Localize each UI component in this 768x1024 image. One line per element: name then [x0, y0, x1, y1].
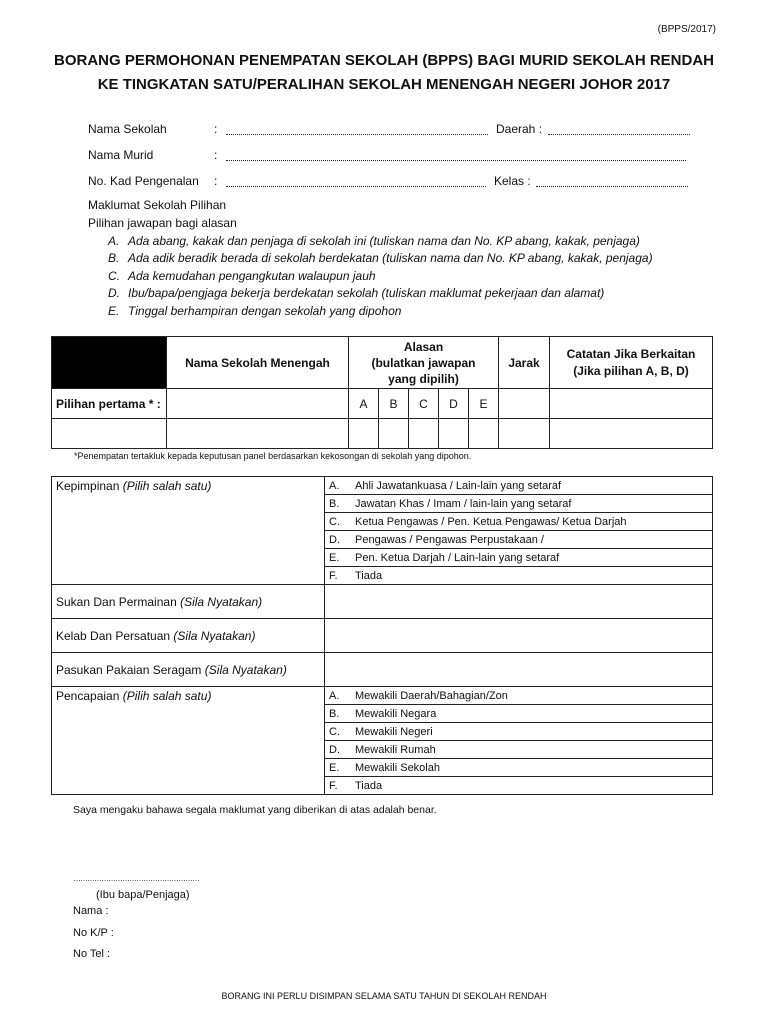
nama-sekolah-label: Nama Sekolah — [88, 122, 167, 136]
declaration: Saya mengaku bahawa segala maklumat yang diberikan di atas adalah benar. — [73, 804, 437, 816]
reason-item: D. Ibu/bapa/pengjaga bekerja berdekatan sekolah (tuliskan maklumat pekerjaan dan alamat) — [108, 286, 605, 301]
nama-murid-field[interactable] — [226, 148, 686, 161]
reason-option-e[interactable]: E — [469, 389, 499, 419]
school-choice-table — [51, 336, 713, 449]
empty-cell[interactable] — [550, 419, 713, 449]
reason-option-d[interactable]: D — [439, 389, 469, 419]
reason-option-c[interactable]: C — [409, 389, 439, 419]
leadership-option[interactable]: B. Jawatan Khas / Imam / lain-lain yang setaraf — [325, 495, 712, 513]
no-kp-field[interactable] — [226, 174, 486, 187]
empty-cell[interactable] — [167, 419, 349, 449]
achievement-option[interactable]: D. Mewakili Rumah — [325, 741, 712, 759]
col-notes-header: Catatan Jika Berkaitan (Jika pilihan A, B, D) — [550, 337, 713, 389]
signature-name-label: Nama : — [73, 905, 109, 917]
empty-cell[interactable] — [469, 419, 499, 449]
achievement-label: Pencapaian (Pilih salah satu) — [52, 687, 325, 795]
footnote: *Penempatan tertakluk kepada keputusan panel berdasarkan kekosongan di sekolah yang dipohon. — [74, 451, 472, 461]
achievement-option[interactable]: A. Mewakili Daerah/Bahagian/Zon — [325, 687, 712, 705]
reason-item: E. Tinggal berhampiran dengan sekolah yang dipohon — [108, 303, 402, 318]
reason-item: C. Ada kemudahan pengangkutan walaupun jauh — [108, 268, 376, 283]
daerah-label: Daerah : — [496, 122, 543, 136]
reasons-list — [108, 233, 653, 320]
achievement-option[interactable]: C. Mewakili Negeri — [325, 723, 712, 741]
colon: : — [214, 148, 218, 162]
reason-option-a[interactable]: A — [349, 389, 379, 419]
empty-cell[interactable] — [379, 419, 409, 449]
form-code: (BPPS/2017) — [657, 24, 716, 35]
no-kp-label: No. Kad Pengenalan — [88, 174, 199, 188]
achievement-option[interactable]: E. Mewakili Sekolah — [325, 759, 712, 777]
activities-table — [51, 476, 713, 795]
colon: : — [214, 174, 218, 188]
form-title-line1: BORANG PERMOHONAN PENEMPATAN SEKOLAH (BPPS) BAGI MURID SEKOLAH RENDAH — [53, 52, 714, 69]
empty-cell[interactable] — [349, 419, 379, 449]
signature-line[interactable]: ……………………………………………… — [73, 874, 199, 883]
signature-ic-label: No K/P : — [73, 927, 114, 939]
leadership-options — [325, 477, 713, 585]
clubs-label: Kelab Dan Persatuan (Sila Nyatakan) — [52, 619, 325, 653]
signature-role: (Ibu bapa/Penjaga) — [96, 889, 190, 901]
leadership-option[interactable]: E. Pen. Ketua Darjah / Lain-lain yang setaraf — [325, 549, 712, 567]
colon: : — [214, 122, 218, 136]
reason-option-b[interactable]: B — [379, 389, 409, 419]
distance-input[interactable] — [499, 389, 550, 419]
col-distance-header: Jarak — [499, 337, 550, 389]
nama-sekolah-field[interactable] — [226, 122, 488, 135]
empty-cell[interactable] — [409, 419, 439, 449]
leadership-option[interactable]: F. Tiada — [329, 569, 383, 582]
empty-cell — [52, 419, 167, 449]
black-header-cell — [52, 337, 167, 389]
empty-cell[interactable] — [439, 419, 469, 449]
reason-item: B. Ada adik beradik berada di sekolah berdekatan (tuliskan nama dan No. KP abang, kakak, penjaga) — [108, 251, 653, 266]
achievement-option[interactable]: F. Tiada — [329, 779, 383, 792]
reasons-title: Pilihan jawapan bagi alasan — [88, 216, 237, 230]
reason-item: A. Ada abang, kakak dan penjaga di sekolah ini (tuliskan nama dan No. KP abang, kakak, penjaga) — [108, 234, 640, 248]
uniform-label: Pasukan Pakaian Seragam (Sila Nyatakan) — [52, 653, 325, 687]
clubs-input[interactable] — [325, 619, 713, 653]
signature-tel-label: No Tel : — [73, 948, 111, 960]
kelas-field[interactable] — [536, 174, 688, 187]
nama-murid-label: Nama Murid — [88, 148, 154, 162]
sports-label: Sukan Dan Permainan (Sila Nyatakan) — [52, 585, 325, 619]
sports-input[interactable] — [325, 585, 713, 619]
kelas-label: Kelas : — [494, 174, 531, 188]
achievement-options — [325, 687, 713, 795]
notes-input[interactable] — [550, 389, 713, 419]
leadership-option[interactable]: D. Pengawas / Pengawas Perpustakaan / — [325, 531, 712, 549]
uniform-input[interactable] — [325, 653, 713, 687]
leadership-option[interactable]: A. Ahli Jawatankuasa / Lain-lain yang setaraf — [325, 477, 712, 495]
col-reason-header: Alasan (bulatkan jawapan yang dipilih) — [349, 337, 499, 389]
achievement-option[interactable]: B. Mewakili Negara — [325, 705, 712, 723]
leadership-label: Kepimpinan (Pilih salah satu) — [52, 477, 325, 585]
empty-cell[interactable] — [499, 419, 550, 449]
footer-note: BORANG INI PERLU DISIMPAN SELAMA SATU TAHUN DI SEKOLAH RENDAH — [221, 991, 547, 1001]
first-choice-school-input[interactable] — [167, 389, 349, 419]
first-choice-label: Pilihan pertama * : — [52, 389, 167, 419]
section-title: Maklumat Sekolah Pilihan — [88, 198, 227, 212]
form-title-line2: KE TINGKATAN SATU/PERALIHAN SEKOLAH MENENGAH NEGERI JOHOR 2017 — [97, 76, 671, 93]
daerah-field[interactable] — [548, 122, 690, 135]
col-school-header: Nama Sekolah Menengah — [167, 337, 349, 389]
leadership-option[interactable]: C. Ketua Pengawas / Pen. Ketua Pengawas/ Ketua Darjah — [325, 513, 712, 531]
